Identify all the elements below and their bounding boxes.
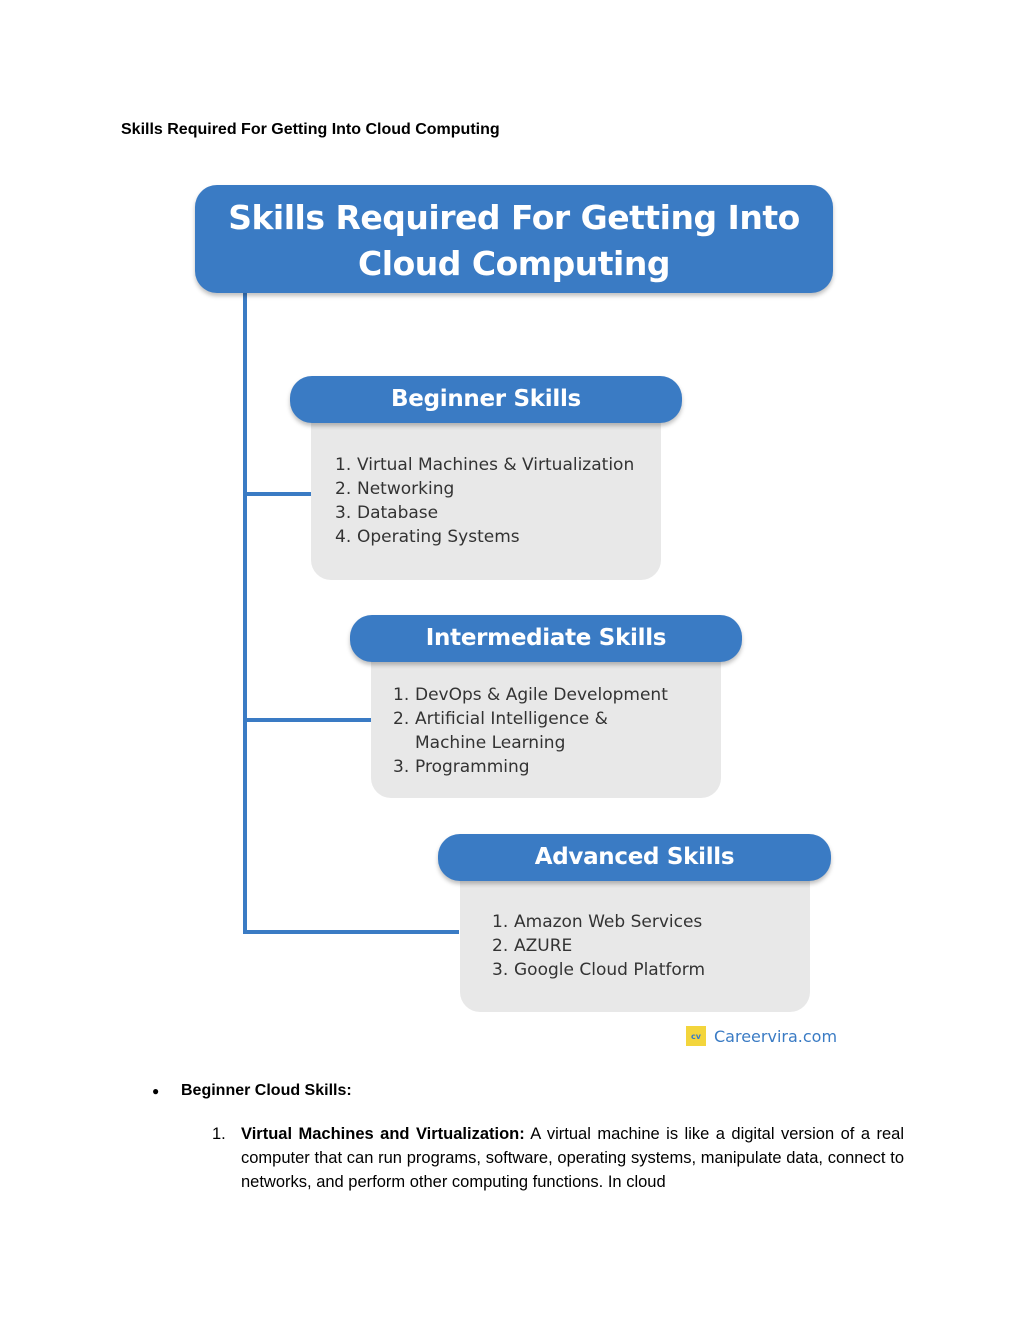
- list-item: 3. Database: [335, 503, 439, 523]
- list-item: 1. Amazon Web Services: [492, 912, 703, 932]
- careervira-logo-text: Careervira.com: [714, 1026, 838, 1046]
- list-item: 2. Artificial Intelligence &: [393, 709, 608, 729]
- intermediate-skills-list: [393, 683, 721, 779]
- beginner-skills-list: [335, 453, 661, 549]
- connector-branch-intermediate: [243, 718, 371, 722]
- bullet-heading: Beginner Cloud Skills:: [181, 1082, 352, 1099]
- connector-vertical-line: [243, 292, 247, 934]
- beginner-cloud-skills-bullet: [152, 1082, 352, 1100]
- list-item: 3. Google Cloud Platform: [492, 960, 706, 980]
- paragraph-number: 1.: [212, 1125, 226, 1143]
- bullet-icon: ●: [152, 1083, 160, 1098]
- list-item: Machine Learning: [415, 733, 566, 753]
- list-item: 2. Networking: [335, 479, 455, 499]
- paragraph-body: A virtual machine is like a digital version of a real computer that can run programs, software, operating systems, manipulate data, connect to networks, and perform other computing functions. In cloud: [241, 1125, 904, 1191]
- careervira-logo: [686, 1025, 837, 1047]
- beginner-skills-card: [311, 405, 661, 580]
- beginner-skills-header: Beginner Skills: [290, 376, 682, 423]
- connector-branch-advanced: [243, 930, 459, 934]
- advanced-skills-header: Advanced Skills: [438, 834, 831, 881]
- connector-branch-beginner: [243, 492, 311, 496]
- list-item: 2. AZURE: [492, 936, 573, 956]
- list-item: 1. DevOps & Agile Development: [393, 685, 668, 705]
- intermediate-skills-header: Intermediate Skills: [350, 615, 742, 662]
- list-item: 1. Virtual Machines & Virtualization: [335, 455, 635, 475]
- list-item: 3. Programming: [393, 757, 530, 777]
- paragraph-text: [241, 1122, 904, 1194]
- numbered-paragraph: [212, 1122, 904, 1194]
- infographic-title-line-2: Cloud Computing: [358, 244, 670, 283]
- advanced-skills-list: [492, 910, 810, 982]
- paragraph-term: Virtual Machines and Virtualization:: [241, 1125, 525, 1143]
- infographic-title: [195, 185, 833, 293]
- careervira-badge-icon: cv: [686, 1026, 706, 1046]
- document-heading: Skills Required For Getting Into Cloud Computing: [121, 121, 500, 138]
- intermediate-skills-card: [371, 643, 721, 798]
- infographic-title-line-1: Skills Required For Getting Into: [228, 198, 800, 237]
- list-item: 4. Operating Systems: [335, 527, 520, 547]
- advanced-skills-card: [460, 862, 810, 1012]
